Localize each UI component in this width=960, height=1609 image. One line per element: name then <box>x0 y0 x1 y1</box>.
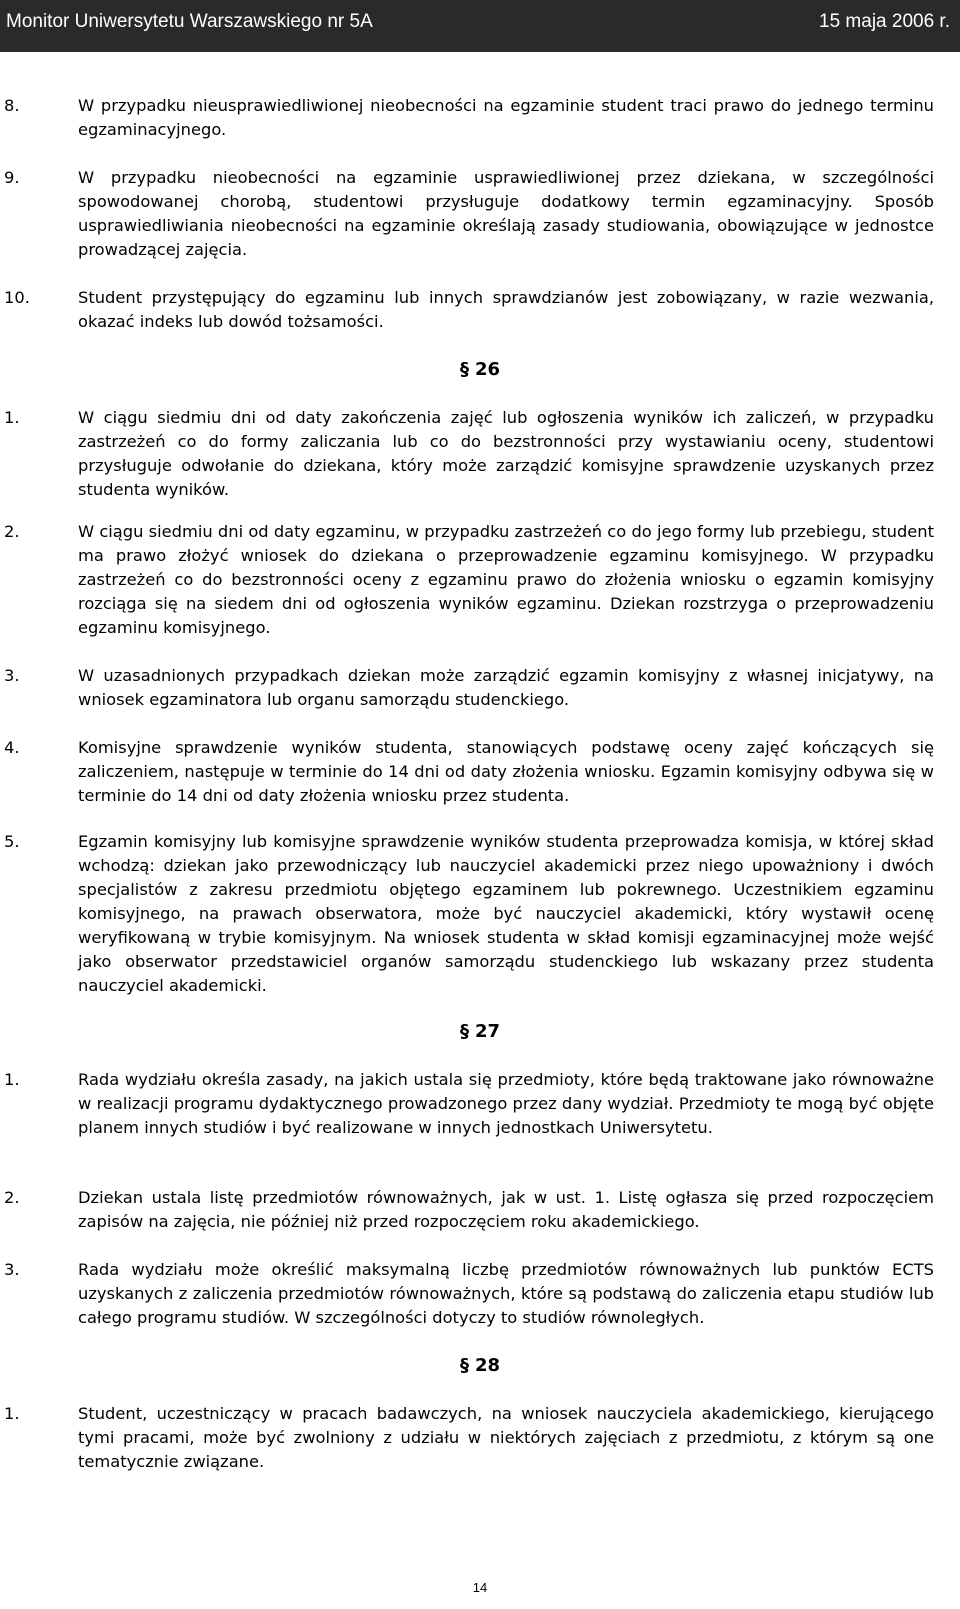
item-text: W przypadku nieusprawiedliwionej nieobecności na egzaminie student traci prawo do jednego terminu egzaminacyjnego. <box>78 96 934 139</box>
item-number: 4. <box>4 738 20 757</box>
section-heading <box>0 1354 960 1378</box>
paragraph-item <box>4 830 934 998</box>
paragraph-item <box>4 736 934 808</box>
item-number: 5. <box>4 832 20 851</box>
item-number: 1. <box>4 1070 20 1089</box>
paragraph-item <box>4 520 934 640</box>
section-number: 27 <box>474 1021 501 1042</box>
section-symbol: § <box>459 359 469 380</box>
paragraph-item <box>4 1068 934 1140</box>
item-number: 3. <box>4 666 20 685</box>
publication-date: 15 maja 2006 r. <box>819 11 950 32</box>
section-heading <box>0 1020 960 1044</box>
page-header <box>0 0 960 52</box>
section-symbol: § <box>459 1355 469 1376</box>
item-text: W ciągu siedmiu dni od daty zakończenia zajęć lub ogłoszenia wyników ich zaliczeń, w przypadku zastrzeżeń co do formy zaliczania lub co do bezstronności przy wystawianiu oceny, studentowi przysługuje odwołanie do dziekana, który może zarządzić komisyjne sprawdzenie uzyskanych przez studenta wyników. <box>78 408 934 499</box>
page-number: 14 <box>472 1580 488 1595</box>
item-number: 1. <box>4 408 20 427</box>
section-number: 26 <box>474 359 501 380</box>
paragraph-item <box>4 166 934 262</box>
paragraph-item <box>4 94 934 142</box>
item-text: W przypadku nieobecności na egzaminie usprawiedliwionej przez dziekana, w szczególności spowodowanej chorobą, studentowi przysługuje dodatkowy termin egzaminacyjny. Sposób usprawiedliwiania nieobecności na egzaminie określają zasady studiowania, obowiązujące w jednostce prowadzącej zajęcia. <box>78 168 934 259</box>
paragraph-item <box>4 664 934 712</box>
item-number: 10. <box>4 288 30 307</box>
item-text: Egzamin komisyjny lub komisyjne sprawdzenie wyników studenta przeprowadza komisja, w której skład wchodzą: dziekan jako przewodniczący lub nauczyciel akademicki przez niego upoważniony i dwóch specjalistów z zakresu przedmiotu objętego egzaminem lub pokrewnego. Uczestnikiem egzaminu komisyjnego, na prawach obserwatora, może być nauczyciel akademicki, który wystawił ocenę weryfikowaną w trybie komisyjnym. Na wniosek studenta w skład komisji egzaminacyjnej może wejść jako obserwator przedstawiciel organów samorządu studenckiego lub wskazany przez studenta nauczyciel akademicki. <box>78 832 934 995</box>
paragraph-item <box>4 1258 934 1330</box>
item-text: Rada wydziału może określić maksymalną liczbę przedmiotów równoważnych lub punktów ECTS uzyskanych z zaliczenia przedmiotów równoważnych, które są podstawą do zaliczenia etapu studiów lub całego programu studiów. W szczególności dotyczy to studiów równoległych. <box>78 1260 934 1327</box>
item-text: W ciągu siedmiu dni od daty egzaminu, w przypadku zastrzeżeń co do jego formy lub przebiegu, student ma prawo złożyć wniosek do dziekana o przeprowadzenie egzaminu komisyjnego. W przypadku zastrzeżeń co do bezstronności oceny z egzaminu prawo do złożenia wniosku o egzamin komisyjny rozciąga się na siedem dni od ogłoszenia wyników egzaminu. Dziekan rozstrzyga o przeprowadzeniu egzaminu komisyjnego. <box>78 522 934 637</box>
item-number: 2. <box>4 522 20 541</box>
item-number: 8. <box>4 96 20 115</box>
section-symbol: § <box>459 1021 469 1042</box>
paragraph-item <box>4 406 934 502</box>
item-text: Student przystępujący do egzaminu lub innych sprawdzianów jest zobowiązany, w razie wezwania, okazać indeks lub dowód tożsamości. <box>78 288 934 331</box>
item-number: 9. <box>4 168 20 187</box>
paragraph-item <box>4 1186 934 1234</box>
paragraph-item <box>4 286 934 334</box>
paragraph-item <box>4 1402 934 1474</box>
item-number: 1. <box>4 1404 20 1423</box>
publication-title: Monitor Uniwersytetu Warszawskiego nr 5A <box>6 11 373 32</box>
item-text: Komisyjne sprawdzenie wyników studenta, stanowiących podstawę oceny zajęć kończących się zaliczeniem, następuje w terminie do 14 dni od daty złożenia wniosku. Egzamin komisyjny odbywa się w terminie do 14 dni od daty złożenia wniosku przez studenta. <box>78 738 934 805</box>
item-text: Rada wydziału określa zasady, na jakich ustala się przedmioty, które będą traktowane jako równoważne w realizacji programu dydaktycznego prowadzonego przez dany wydział. Przedmioty te mogą być objęte planem innych studiów i być realizowane w innych jednostkach Uniwersytetu. <box>78 1070 934 1137</box>
item-text: Student, uczestniczący w pracach badawczych, na wniosek nauczyciela akademickiego, kierującego tymi pracami, może być zwolniony z udziału w niektórych zajęciach z przedmiotu, z którym są one tematycznie związane. <box>78 1404 934 1471</box>
item-text: W uzasadnionych przypadkach dziekan może zarządzić egzamin komisyjny z własnej inicjatywy, na wniosek egzaminatora lub organu samorządu studenckiego. <box>78 666 934 709</box>
item-number: 3. <box>4 1260 20 1279</box>
section-number: 28 <box>474 1355 501 1376</box>
item-number: 2. <box>4 1188 20 1207</box>
item-text: Dziekan ustala listę przedmiotów równoważnych, jak w ust. 1. Listę ogłasza się przed rozpoczęciem zapisów na zajęcia, nie później niż przed rozpoczęciem roku akademickiego. <box>78 1188 934 1231</box>
section-heading <box>0 358 960 382</box>
